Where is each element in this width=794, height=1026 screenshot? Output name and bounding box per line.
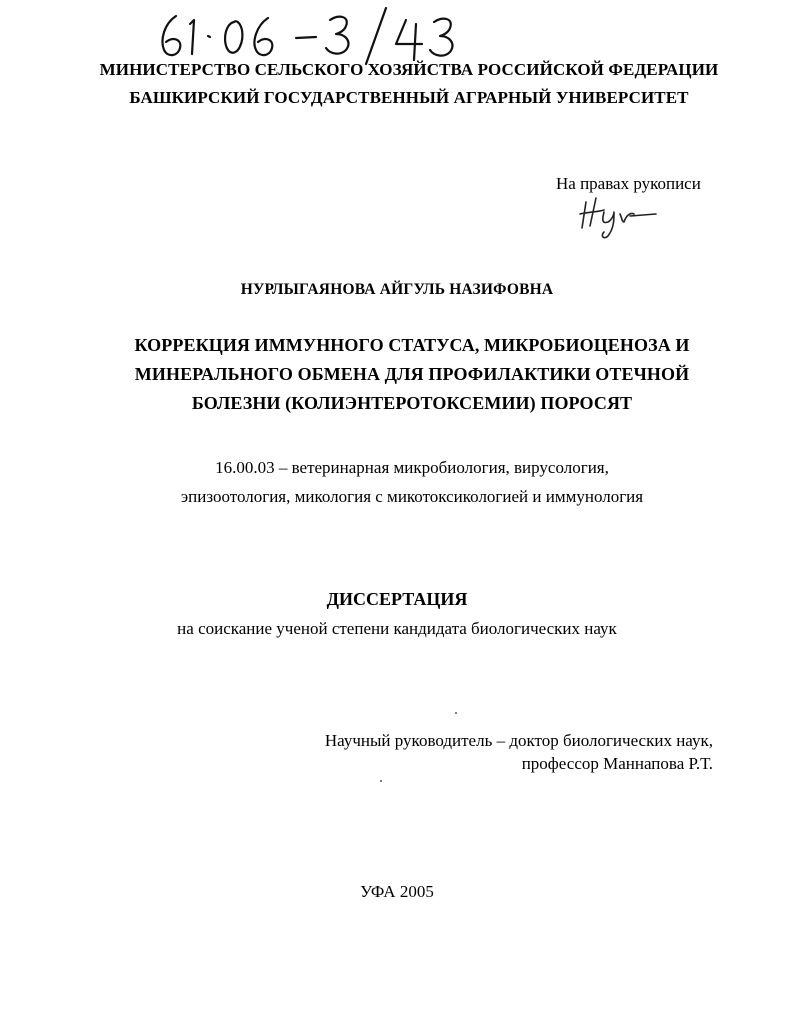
- ministry-heading: МИНИСТЕРСТВО СЕЛЬСКОГО ХОЗЯЙСТВА РОССИЙСКОЙ ФЕДЕРАЦИИ: [99, 60, 719, 79]
- dissertation-title: [130, 331, 694, 418]
- title-line-2: МИНЕРАЛЬНОГО ОБМЕНА ДЛЯ ПРОФИЛАКТИКИ ОТЕЧНОЙ: [134, 364, 690, 384]
- specialty-line-1: 16.00.03 – ветеринарная микробиология, вирусология,: [215, 458, 609, 477]
- supervisor-line-1: Научный руководитель – доктор биологических наук,: [324, 731, 713, 750]
- author-name: НУРЛЫГАЯНОВА АЙГУЛЬ НАЗИФОВНА: [240, 281, 554, 298]
- specialty-code: [130, 453, 694, 511]
- university-heading: БАШКИРСКИЙ ГОСУДАРСТВЕННЫЙ АГРАРНЫЙ УНИВЕРСИТЕТ: [129, 88, 689, 107]
- scan-speck: [380, 780, 382, 782]
- rights-note: На правах рукописи: [556, 174, 701, 193]
- handwritten-signature: [572, 192, 662, 240]
- supervisor-line-2: профессор Маннапова Р.Т.: [521, 754, 713, 773]
- document-type-heading: ДИССЕРТАЦИЯ: [326, 589, 468, 609]
- title-line-1: КОРРЕКЦИЯ ИММУННОГО СТАТУСА, МИКРОБИОЦЕНОЗА И: [134, 335, 690, 355]
- city-and-year: УФА 2005: [360, 882, 434, 901]
- scientific-supervisor: [325, 729, 713, 775]
- specialty-line-2: эпизоотология, микология с микотоксикологией и иммунология: [180, 487, 644, 506]
- signature-drawing: [572, 192, 662, 240]
- scan-speck: [455, 712, 457, 714]
- degree-subtitle: на соискание ученой степени кандидата биологических наук: [177, 619, 617, 638]
- title-line-3: БОЛЕЗНИ (КОЛИЭНТЕРОТОКСЕМИИ) ПОРОСЯТ: [191, 393, 633, 413]
